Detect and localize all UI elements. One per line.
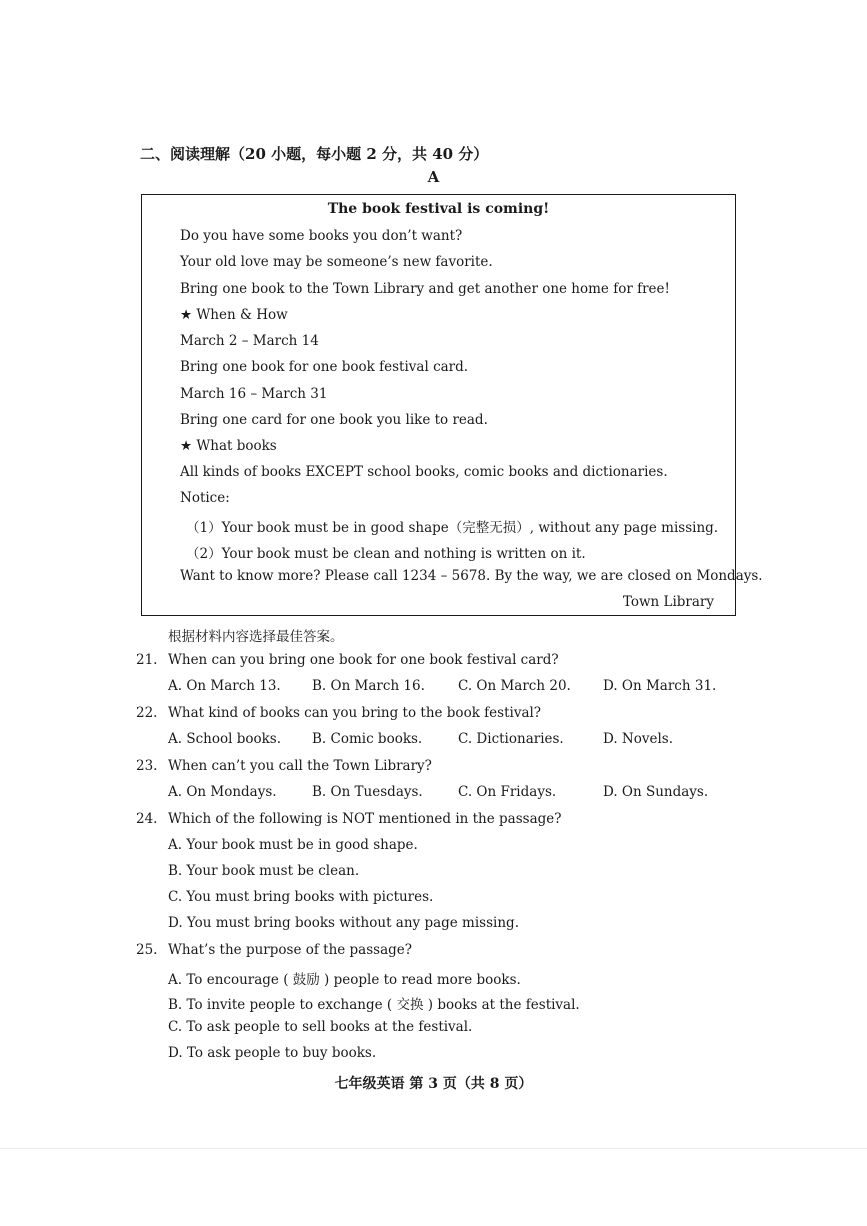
question-23 [136, 758, 432, 774]
question-text: When can’t you call the Town Library? [168, 758, 432, 774]
notice-line: All kinds of books EXCEPT school books, comic books and dictionaries. [180, 464, 668, 480]
option-22-d: D. Novels. [603, 731, 674, 747]
question-24 [136, 811, 562, 827]
notice-title: The book festival is coming! [327, 201, 550, 217]
option-23-a: A. On Mondays. [168, 784, 277, 800]
option-21-a: A. On March 13. [168, 678, 281, 694]
option-25-c: C. To ask people to sell books at the festival. [168, 1019, 473, 1035]
option-22-a: A. School books. [168, 731, 281, 747]
option-24-a: A. Your book must be in good shape. [168, 837, 418, 853]
notice-line: Bring one book for one book festival card. [180, 359, 469, 375]
option-21-d: D. On March 31. [603, 678, 717, 694]
option-23-b: B. On Tuesdays. [312, 784, 423, 800]
question-21 [136, 652, 559, 668]
question-22 [136, 705, 541, 721]
notice-line: March 2 – March 14 [180, 333, 319, 349]
option-24-d: D. You must bring books without any page missing. [168, 915, 519, 931]
page-edge-divider [0, 1148, 867, 1149]
notice-rule-2: （2）Your book must be clean and nothing is written on it. [186, 546, 586, 562]
page-footer: 七年级英语 第 3 页（共 8 页） [334, 1076, 533, 1092]
instruction: 根据材料内容选择最佳答案。 [168, 629, 344, 645]
question-text: What kind of books can you bring to the book festival? [168, 705, 542, 721]
notice-line: March 16 – March 31 [180, 386, 328, 402]
question-number: 25. [136, 942, 158, 958]
notice-rule-1: （1）Your book must be in good shape（完整无损）, without any page missing. [186, 520, 719, 536]
notice-line: Notice: [180, 490, 230, 506]
notice-line: Bring one card for one book you like to read. [180, 412, 488, 428]
option-25-a: A. To encourage ( 鼓励 ) people to read more books. [168, 972, 521, 988]
option-21-c: C. On March 20. [458, 678, 571, 694]
option-21-b: B. On March 16. [312, 678, 425, 694]
option-24-b: B. Your book must be clean. [168, 863, 360, 879]
passage-label: A [427, 168, 440, 186]
notice-line: Your old love may be someone’s new favorite. [180, 254, 493, 270]
option-22-b: B. Comic books. [312, 731, 423, 747]
question-text: What’s the purpose of the passage? [168, 942, 413, 958]
option-23-c: C. On Fridays. [458, 784, 557, 800]
question-25 [136, 942, 412, 958]
option-23-d: D. On Sundays. [603, 784, 709, 800]
notice-line: Bring one book to the Town Library and get another one home for free! [180, 281, 670, 297]
notice-signature: Town Library [622, 594, 714, 610]
option-24-c: C. You must bring books with pictures. [168, 889, 434, 905]
question-number: 24. [136, 811, 158, 827]
notice-line: Do you have some books you don’t want? [180, 228, 463, 244]
section-heading: 二、阅读理解（20 小题，每小题 2 分，共 40 分） [140, 145, 489, 163]
notice-line: Want to know more? Please call 1234 – 5678. By the way, we are closed on Mondays. [180, 568, 763, 584]
option-25-b: B. To invite people to exchange ( 交换 ) books at the festival. [168, 997, 580, 1013]
option-25-d: D. To ask people to buy books. [168, 1045, 377, 1061]
question-number: 23. [136, 758, 158, 774]
question-number: 21. [136, 652, 158, 668]
question-number: 22. [136, 705, 158, 721]
question-text: When can you bring one book for one book festival card? [168, 652, 559, 668]
option-22-c: C. Dictionaries. [458, 731, 564, 747]
question-text: Which of the following is NOT mentioned in the passage? [168, 811, 562, 827]
notice-subheading-what-books: ★ What books [180, 438, 277, 454]
notice-subheading-when-how: ★ When & How [180, 307, 288, 323]
